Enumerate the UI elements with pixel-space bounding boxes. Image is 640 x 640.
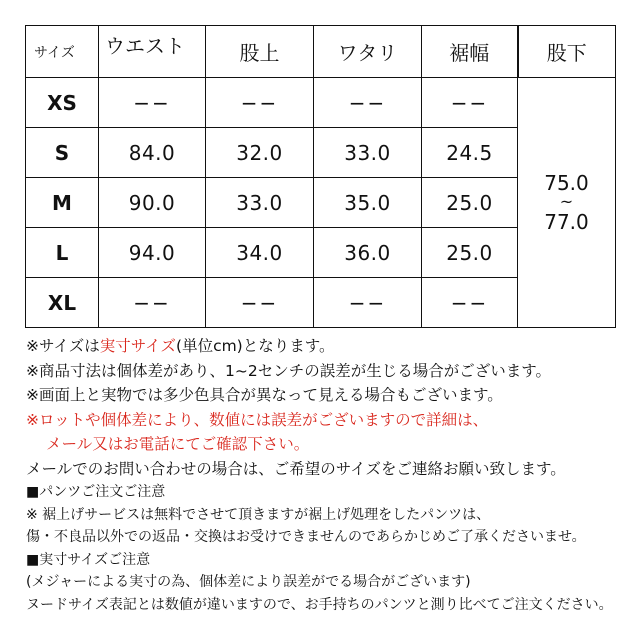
inseam-max: 77.0 xyxy=(544,209,589,234)
cell-waist: 94.0 xyxy=(99,228,206,278)
header-inseam: 股下 xyxy=(518,26,616,78)
header-size: サイズ xyxy=(26,26,99,78)
note-hemming: ※ 裾上げサービスは無料でさせて頂きますが裾上げ処理をしたパンツは、 xyxy=(26,506,491,523)
cell-hem: 25.0 xyxy=(422,178,518,228)
cell-rise: −− xyxy=(206,278,314,328)
cell-hem: −− xyxy=(422,278,518,328)
table-header-row xyxy=(26,26,616,78)
size-label: L xyxy=(26,228,99,278)
size-label: XS xyxy=(26,78,99,128)
cell-rise: 34.0 xyxy=(206,228,314,278)
cell-waist: −− xyxy=(99,278,206,328)
header-hem: 裾幅 xyxy=(422,26,518,78)
header-rise: 股上 xyxy=(206,26,314,78)
cell-hem: 24.5 xyxy=(422,128,518,178)
note-returns: 傷・不良品以外での返品・交換はお受けできませんのであらかじめご了承くださいませ。 xyxy=(26,529,586,545)
inseam-min: 75.0 xyxy=(544,171,589,196)
inseam-separator: ~ xyxy=(559,192,574,212)
note-unit-highlight: 実寸サイズ xyxy=(99,337,177,355)
size-chart-table xyxy=(25,25,616,328)
note-email: メールでのお問い合わせの場合は、ご希望のサイズをご連絡お願い致します。 xyxy=(26,459,566,478)
note-tolerance: ※商品寸法は個体差があり、1~2センチの誤差が生じる場合がございます。 xyxy=(26,361,551,380)
size-label: M xyxy=(26,178,99,228)
note-unit-suffix: (単位cm)となります。 xyxy=(176,337,335,355)
cell-rise: 33.0 xyxy=(206,178,314,228)
cell-thigh: −− xyxy=(314,78,422,128)
note-unit xyxy=(26,334,626,359)
table-row xyxy=(26,78,616,128)
size-label: S xyxy=(26,128,99,178)
note-warning: ※ロットや個体差により、数値には誤差がございますので詳細は、 xyxy=(26,410,489,429)
cell-inseam xyxy=(518,78,616,328)
header-waist: ウエスト xyxy=(99,26,206,78)
note-warning-contact: メール又はお電話にてご確認下さい。 xyxy=(46,435,310,453)
cell-hem: 25.0 xyxy=(422,228,518,278)
cell-waist: 84.0 xyxy=(99,128,206,178)
cell-waist: −− xyxy=(99,78,206,128)
heading-pants-order: ■パンツご注文ご注意 xyxy=(26,484,166,500)
note-nude-size: ヌードサイズ表記とは数値が違いますので、お手持ちのパンツと測り比べてご注文ください。 xyxy=(26,596,613,613)
cell-rise: 32.0 xyxy=(206,128,314,178)
cell-thigh: 35.0 xyxy=(314,178,422,228)
cell-hem: −− xyxy=(422,78,518,128)
note-color: ※画面上と実物では多少色具合が異なって見える場合もございます。 xyxy=(26,386,503,404)
cell-thigh: 36.0 xyxy=(314,228,422,278)
heading-actual-size: ■実寸サイズご注意 xyxy=(26,551,151,568)
cell-waist: 90.0 xyxy=(99,178,206,228)
notes-section xyxy=(26,334,626,616)
note-measure: (メジャーによる実寸の為、個体差により誤差がでる場合がございます) xyxy=(26,574,471,590)
note-unit-prefix: ※サイズは xyxy=(26,337,100,355)
header-thigh: ワタリ xyxy=(314,26,422,78)
cell-thigh: 33.0 xyxy=(314,128,422,178)
size-label: XL xyxy=(26,278,99,328)
cell-rise: −− xyxy=(206,78,314,128)
cell-thigh: −− xyxy=(314,278,422,328)
